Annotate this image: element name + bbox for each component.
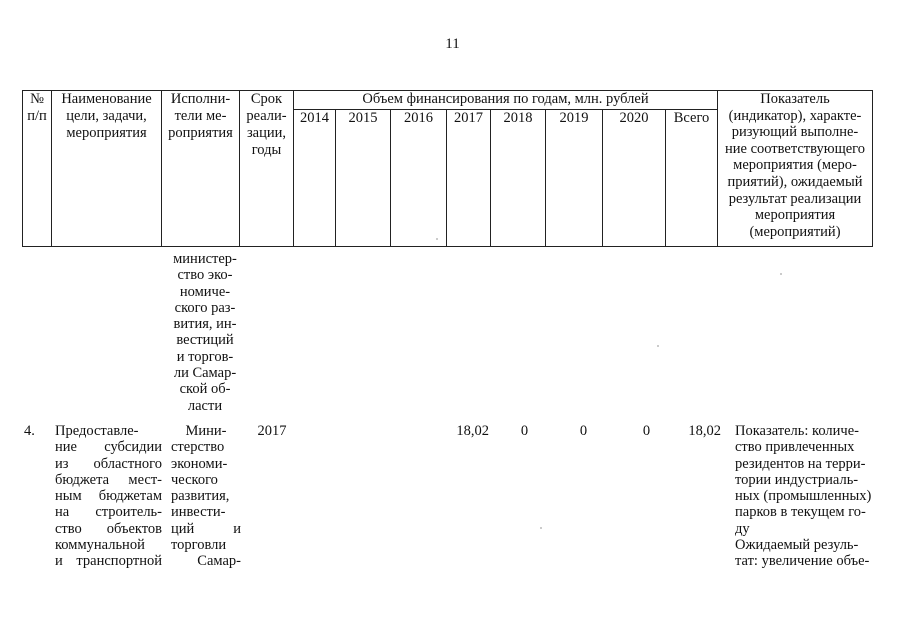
continued-executors: министер- ство эко- номиче- ского раз- вития, ин- вестиций и торгов- ли Самар- ской об- ласти <box>173 251 237 414</box>
page-number: 11 <box>445 36 460 52</box>
header-year-2020: 2020 <box>603 110 666 247</box>
header-year-total: Всего <box>666 110 718 247</box>
header-year-2017: 2017 <box>447 110 491 247</box>
header-indicator: Показатель (индикатор), характе- ризующий выполне- ние соответствующего мероприятия (меро- приятий), ожидаемый результат реализации мероприятия (мероприятий) <box>718 91 873 247</box>
header-year-2018: 2018 <box>491 110 546 247</box>
row4-value-2017: 18,02 <box>456 423 489 439</box>
row4-value-2019: 0 <box>579 423 588 439</box>
header-year-2016: 2016 <box>391 110 447 247</box>
header-name: Наименование цели, задачи, мероприятия <box>52 91 162 247</box>
scan-speck <box>780 273 782 275</box>
header-table <box>22 90 873 247</box>
scan-speck <box>540 527 542 529</box>
scan-speck <box>436 238 438 240</box>
row4-executors: Мини- стерство экономи- ческого развития, инвести- ций и торговли Самар- <box>171 423 241 570</box>
row4-value-2018: 0 <box>520 423 529 439</box>
header-number: № п/п <box>23 91 52 247</box>
header-year-2015: 2015 <box>336 110 391 247</box>
header-year-2019: 2019 <box>546 110 603 247</box>
row4-number: 4. <box>24 423 35 439</box>
row4-total: 18,02 <box>688 423 721 439</box>
header-executors: Исполни- тели ме- роприятия <box>162 91 240 247</box>
scan-speck <box>657 345 659 347</box>
header-year-2014: 2014 <box>294 110 336 247</box>
row4-name: Предоставле- ние субсидии из областного бюджета мест- ным бюджетам на строитель- ство объектов коммунальной и транспортной <box>55 423 162 570</box>
row4-indicator: Показатель: количе- ство привлеченных резидентов на терри- тории индустриаль- ных (промышленных) парков в текущем го- ду Ожидаемый резуль- тат: увеличение объе- <box>735 423 872 570</box>
row4-value-2020: 0 <box>642 423 651 439</box>
header-funding-group: Объем финансирования по годам, млн. рублей <box>294 91 718 110</box>
header-term: Срок реали- зации, годы <box>240 91 294 247</box>
row4-term: 2017 <box>257 423 287 439</box>
